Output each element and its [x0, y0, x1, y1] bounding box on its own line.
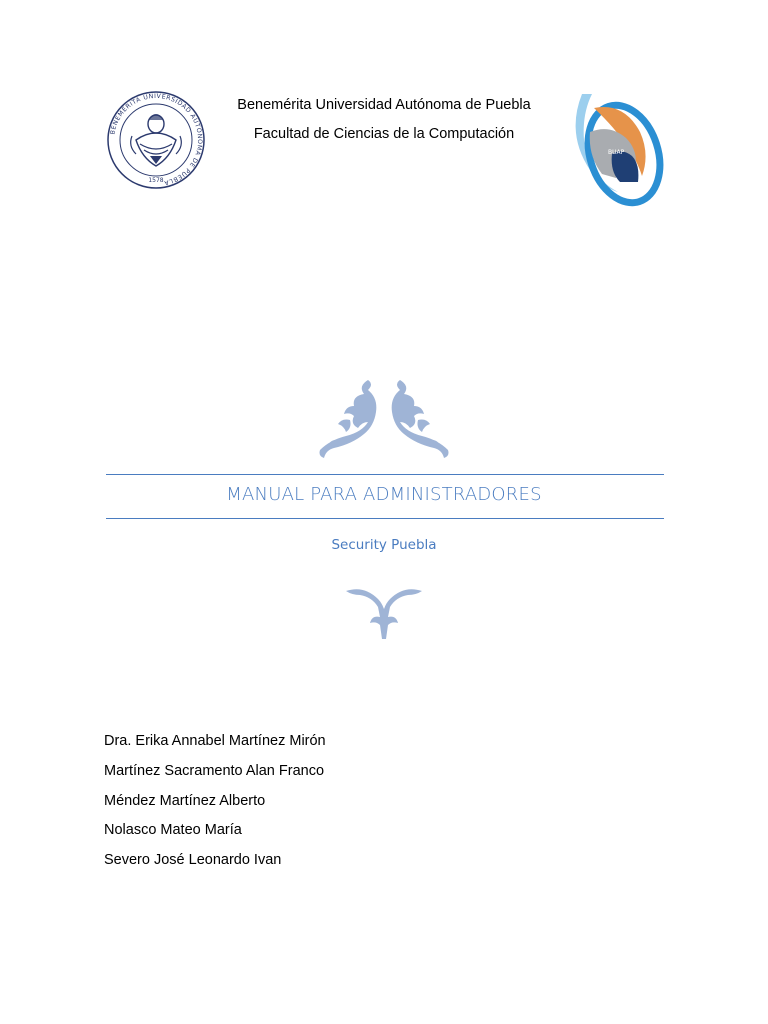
author-name: Méndez Martínez Alberto — [104, 793, 266, 809]
title-rule-bottom — [106, 518, 664, 519]
document-subtitle: Security Puebla — [331, 537, 437, 553]
author-advisor: Dra. Erika Annabel Martínez Mirón — [104, 733, 326, 749]
author-name: Severo José Leonardo Ivan — [104, 852, 282, 868]
author-name: Martínez Sacramento Alan Franco — [104, 763, 325, 779]
title-rule-top — [106, 474, 664, 475]
faculty-logo-text: BUAP — [608, 149, 625, 156]
top-flourish-ornament — [310, 376, 458, 462]
university-name: Benemérita Universidad Autónoma de Puebla — [237, 97, 531, 113]
author-name: Nolasco Mateo María — [104, 822, 242, 838]
faculty-name: Facultad de Ciencias de la Computación — [253, 126, 515, 142]
bottom-flourish-ornament — [344, 585, 424, 641]
document-title: MANUAL PARA ADMINISTRADORES — [226, 484, 542, 505]
faculty-logo — [568, 88, 664, 208]
seal-year: 1578 — [148, 177, 164, 184]
seal-ring-text: BENEMÉRITA UNIVERSIDAD AUTÓNOMA DE PUEBLA — [109, 92, 204, 187]
